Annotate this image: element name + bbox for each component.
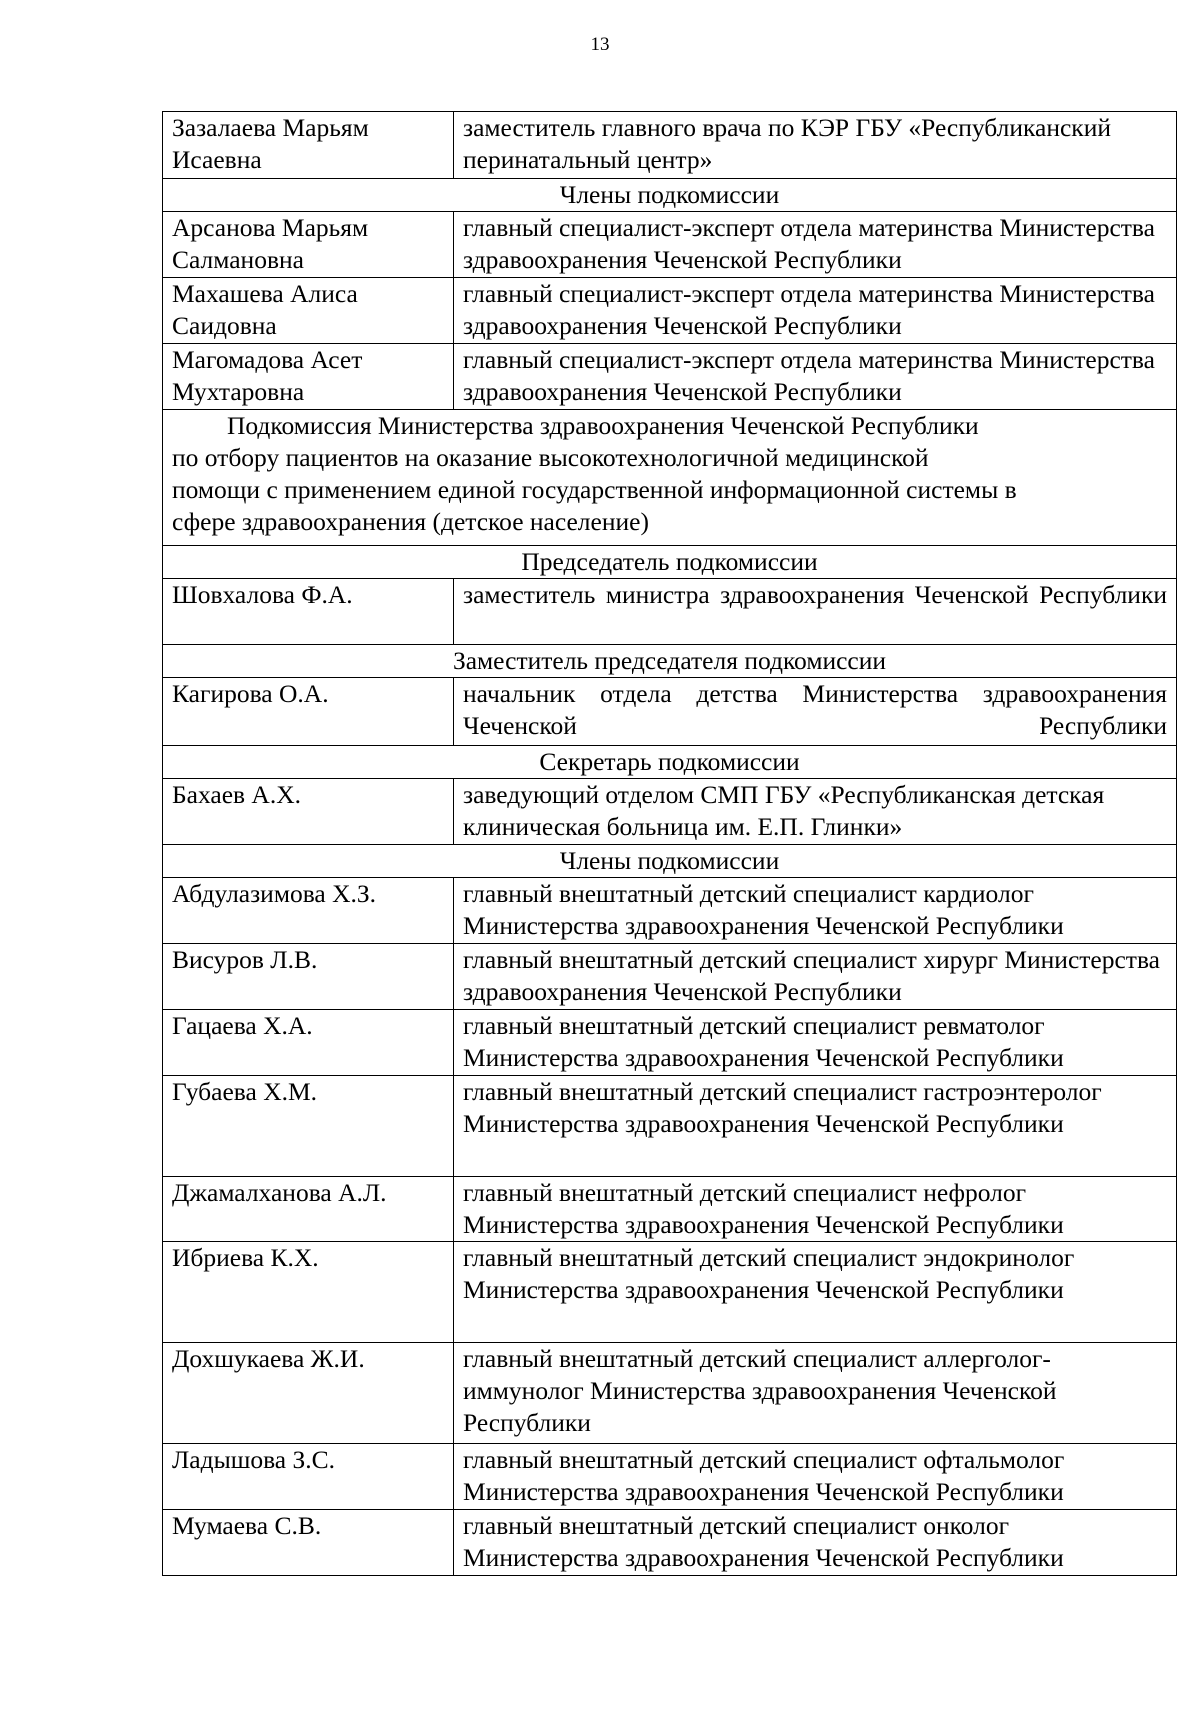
member-name: Дохшукаева Ж.И.	[163, 1343, 454, 1444]
member-position: заведующий отделом СМП ГБУ «Республиканская детская клиническая больница им. Е.П. Глинки»	[454, 779, 1177, 845]
section-heading: Заместитель председателя подкомиссии	[163, 645, 1177, 678]
member-name: Шовхалова Ф.А.	[163, 579, 454, 645]
table-row	[163, 212, 1177, 278]
table-row	[163, 1010, 1177, 1076]
member-position: главный внештатный детский специалист онколог Министерства здравоохранения Чеченской Республики	[454, 1510, 1177, 1576]
table-row	[163, 1510, 1177, 1576]
title-line: по отбору пациентов на оказание высокотехнологичной медицинской	[172, 443, 929, 472]
member-name: Висуров Л.В.	[163, 944, 454, 1010]
member-position: главный внештатный детский специалист кардиолог Министерства здравоохранения Чеченской Республики	[454, 878, 1177, 944]
member-name: Бахаев А.Х.	[163, 779, 454, 845]
member-position: заместитель главного врача по КЭР ГБУ «Республиканский перинатальный центр»	[454, 112, 1177, 179]
member-position: начальник отдела детства Министерства здравоохранения Чеченской Республики	[454, 678, 1177, 746]
table-row	[163, 779, 1177, 845]
member-position: главный специалист-эксперт отдела материнства Министерства здравоохранения Чеченской Республики	[454, 278, 1177, 344]
section-heading: Члены подкомиссии	[163, 179, 1177, 212]
member-name: Джамалханова А.Л.	[163, 1177, 454, 1242]
table-row	[163, 944, 1177, 1010]
member-position: главный внештатный детский специалист гастроэнтеролог Министерства здравоохранения Чеченской Республики	[454, 1076, 1177, 1177]
member-name: Мумаева С.В.	[163, 1510, 454, 1576]
section-heading-row	[163, 179, 1177, 212]
table-row	[163, 1343, 1177, 1444]
title-line: сфере здравоохранения (детское население)	[172, 507, 649, 536]
member-position: заместитель министра здравоохранения Чеченской Республики	[454, 579, 1177, 645]
member-position: главный внештатный детский специалист аллерголог-иммунолог Министерства здравоохранения Чеченской Республики	[454, 1343, 1177, 1444]
section-heading: Председатель подкомиссии	[163, 546, 1177, 579]
table-row	[163, 1242, 1177, 1343]
page-number: 13	[590, 34, 610, 55]
member-name: Ибриева К.Х.	[163, 1242, 454, 1343]
member-position: главный специалист-эксперт отдела материнства Министерства здравоохранения Чеченской Республики	[454, 212, 1177, 278]
table-row	[163, 579, 1177, 645]
section-heading: Члены подкомиссии	[163, 845, 1177, 878]
member-name: Махашева Алиса Саидовна	[163, 278, 454, 344]
title-line: помощи с применением единой государственной информационной системы в	[172, 475, 1017, 504]
member-name: Абдулазимова Х.З.	[163, 878, 454, 944]
member-name: Ладышова З.С.	[163, 1444, 454, 1510]
member-name: Магомадова Асет Мухтаровна	[163, 344, 454, 410]
table-row	[163, 678, 1177, 746]
member-position: главный внештатный детский специалист ревматолог Министерства здравоохранения Чеченской Республики	[454, 1010, 1177, 1076]
table-row	[163, 1444, 1177, 1510]
commission-table	[162, 111, 1177, 1576]
member-position: главный специалист-эксперт отдела материнства Министерства здравоохранения Чеченской Республики	[454, 344, 1177, 410]
table-row	[163, 1177, 1177, 1242]
member-position: главный внештатный детский специалист нефролог Министерства здравоохранения Чеченской Республики	[454, 1177, 1177, 1242]
table-row	[163, 278, 1177, 344]
section-heading-row	[163, 746, 1177, 779]
section-heading-row	[163, 645, 1177, 678]
member-position: главный внештатный детский специалист офтальмолог Министерства здравоохранения Чеченской Республики	[454, 1444, 1177, 1510]
member-position: главный внештатный детский специалист хирург Министерства здравоохранения Чеченской Республики	[454, 944, 1177, 1010]
section-heading-row	[163, 546, 1177, 579]
subcommittee-title-row	[163, 410, 1177, 546]
member-name: Губаева Х.М.	[163, 1076, 454, 1177]
member-name: Зазалаева Марьям Исаевна	[163, 112, 454, 179]
member-name: Арсанова Марьям Салмановна	[163, 212, 454, 278]
table-row	[163, 1076, 1177, 1177]
table-row	[163, 878, 1177, 944]
subcommittee-title	[163, 410, 1177, 546]
title-line: Подкомиссия Министерства здравоохранения Чеченской Республики	[227, 411, 979, 440]
section-heading-row	[163, 845, 1177, 878]
member-position: главный внештатный детский специалист эндокринолог Министерства здравоохранения Чеченской Республики	[454, 1242, 1177, 1343]
table-row	[163, 344, 1177, 410]
section-heading: Секретарь подкомиссии	[163, 746, 1177, 779]
member-name: Гацаева Х.А.	[163, 1010, 454, 1076]
table-row	[163, 112, 1177, 179]
member-name: Кагирова О.А.	[163, 678, 454, 746]
